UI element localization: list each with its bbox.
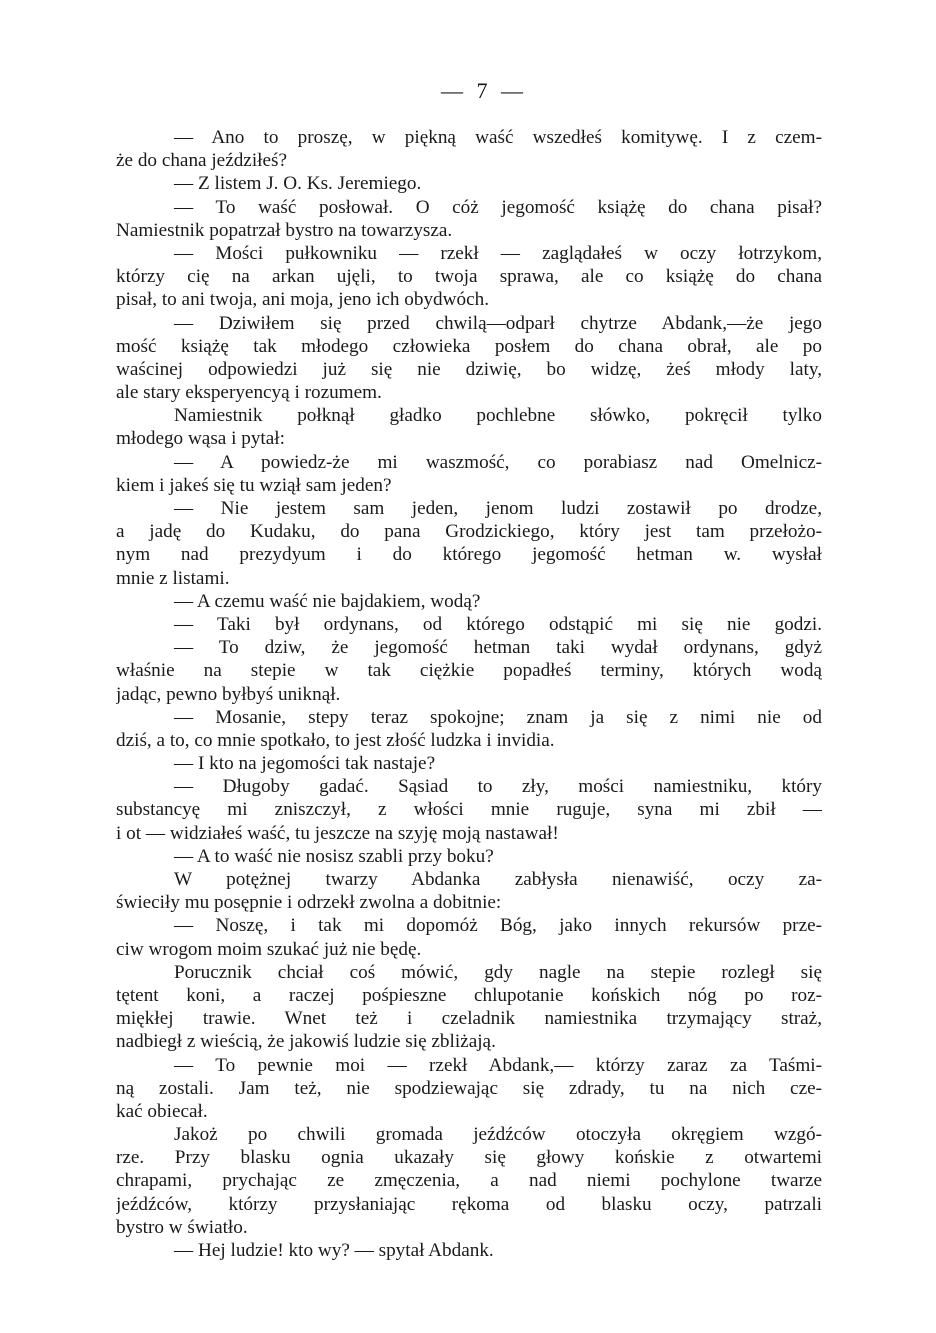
- text-line: i ot — widziałeś waść, tu jeszcze na szyję moją nastawał!: [116, 822, 559, 844]
- text-line: — Noszę, i tak mi dopomóż Bóg, jako innych rekursów prze-: [174, 915, 822, 937]
- text-line: kać obiecał.: [116, 1100, 208, 1122]
- text-line: mnie z listami.: [116, 567, 230, 589]
- text-line: — Dziwiłem się przed chwilą—odparł chytrze Abdank,—że jego: [174, 312, 822, 334]
- text-line: — Hej ludzie! kto wy? — spytał Abdank.: [174, 1240, 494, 1261]
- text-line: chrapami, prychając ze zmęczenia, a nad niemi pochylone twarze: [116, 1170, 822, 1192]
- text-line: — To dziw, że jegomość hetman taki wydał ordynans, gdyż: [174, 637, 822, 659]
- text-line: — Taki był ordynans, od którego odstąpić mi się nie godzi.: [174, 613, 822, 635]
- text-line: jeźdźców, którzy przysłaniając rękoma od blasku oczy, patrzali: [116, 1193, 822, 1215]
- text-line: właśnie na stepie w tak ciężkie popadłeś terminy, których wodą: [116, 660, 822, 682]
- text-line: jadąc, pewno byłbyś uniknął.: [116, 683, 341, 705]
- text-line: ale stary eksperyencyą i rozumem.: [116, 382, 382, 404]
- text-line: dziś, a to, co mnie spotkało, to jest złość ludzka i invidia.: [116, 729, 555, 751]
- text-line: — Długoby gadać. Sąsiad to zły, mości namiestniku, który: [174, 776, 822, 798]
- text-line: kiem i jakeś się tu wziął sam jeden?: [116, 474, 392, 496]
- text-line: świeciły mu posępnie i odrzekł zwolna a dobitnie:: [116, 892, 502, 914]
- text-line: — A powiedz-że mi waszmość, co porabiasz nad Omelnicz-: [174, 451, 822, 473]
- text-line: rze. Przy blasku ognia ukazały się głowy końskie z otwartemi: [116, 1147, 822, 1169]
- text-line: a jadę do Kudaku, do pana Grodzickiego, który jest tam przełożo-: [116, 521, 822, 543]
- text-line: — Z listem J. O. Ks. Jeremiego.: [174, 173, 422, 195]
- text-line: substancyę mi zniszczył, z włości mnie ruguje, syna mi zbił —: [116, 799, 822, 821]
- text-line: nym nad prezydyum i do którego jegomość hetman w. wysłał: [116, 544, 822, 566]
- text-line: — Nie jestem sam jeden, jenom ludzi zostawił po drodze,: [174, 498, 822, 519]
- text-line: miękłej trawie. Wnet też i czeladnik namiestnika trzymający straż,: [116, 1008, 822, 1030]
- text-line: — I kto na jegomości tak nastaje?: [174, 753, 436, 775]
- text-line: — To waść posłował. O cóż jegomość książę do chana pisał?: [174, 196, 822, 218]
- text-line: Jakoż po chwili gromada jeźdźców otoczyła okręgiem wzgó-: [174, 1124, 822, 1146]
- text-line: Namiestnik popatrzał bystro na towarzysza.: [116, 219, 453, 241]
- text-line: — Mości pułkowniku — rzekł — zaglądałeś w oczy łotrzykom,: [174, 242, 822, 264]
- text-line: W potężnej twarzy Abdanka zabłysła nienawiść, oczy za-: [174, 869, 822, 890]
- text-line: ciw wrogom moim szukać już nie będę.: [116, 938, 422, 960]
- text-line: — A to waść nie nosisz szabli przy boku?: [174, 845, 494, 867]
- text-line: którzy cię na arkan ujęli, to twoja sprawa, ale co książę do chana: [116, 266, 822, 288]
- text-line: mość książę tak młodego człowieka posłem do chana obrał, ale po: [116, 335, 822, 357]
- text-line: waścinej odpowiedzi już się nie dziwię, bo widzę, żeś młody laty,: [116, 358, 822, 380]
- page-number: — 7 —: [441, 78, 527, 103]
- text-line: — A czemu waść nie bajdakiem, wodą?: [174, 590, 481, 612]
- text-line: pisał, to ani twoja, ani moja, jeno ich obydwóch.: [116, 289, 490, 311]
- text-line: młodego wąsa i pytał:: [116, 428, 285, 450]
- text-line: — To pewnie moi — rzekł Abdank,— którzy zaraz za Taśmi-: [174, 1054, 822, 1076]
- text-line: — Mosanie, stepy teraz spokojne; znam ja się z nimi nie od: [174, 706, 822, 728]
- text-line: że do chana jeździłeś?: [116, 150, 287, 172]
- text-line: bystro w światło.: [116, 1216, 248, 1238]
- text-line: tętent koni, a raczej pośpieszne chlupotanie końskich nóg po roz-: [116, 984, 822, 1006]
- text-line: Porucznik chciał coś mówić, gdy nagle na stepie rozległ się: [174, 961, 822, 983]
- page-text: [116, 126, 822, 1262]
- text-line: — Ano to proszę, w piękną waść wszedłeś komitywę. I z czem-: [174, 127, 822, 148]
- text-line: nadbiegł z wieścią, że jakowiś ludzie się zbliżają.: [116, 1031, 496, 1053]
- text-line: Namiestnik połknął gładko pochlebne słówko, pokręcił tylko: [174, 405, 822, 427]
- text-line: ną zostali. Jam też, nie spodziewając się zdrady, tu na nich cze-: [116, 1077, 822, 1099]
